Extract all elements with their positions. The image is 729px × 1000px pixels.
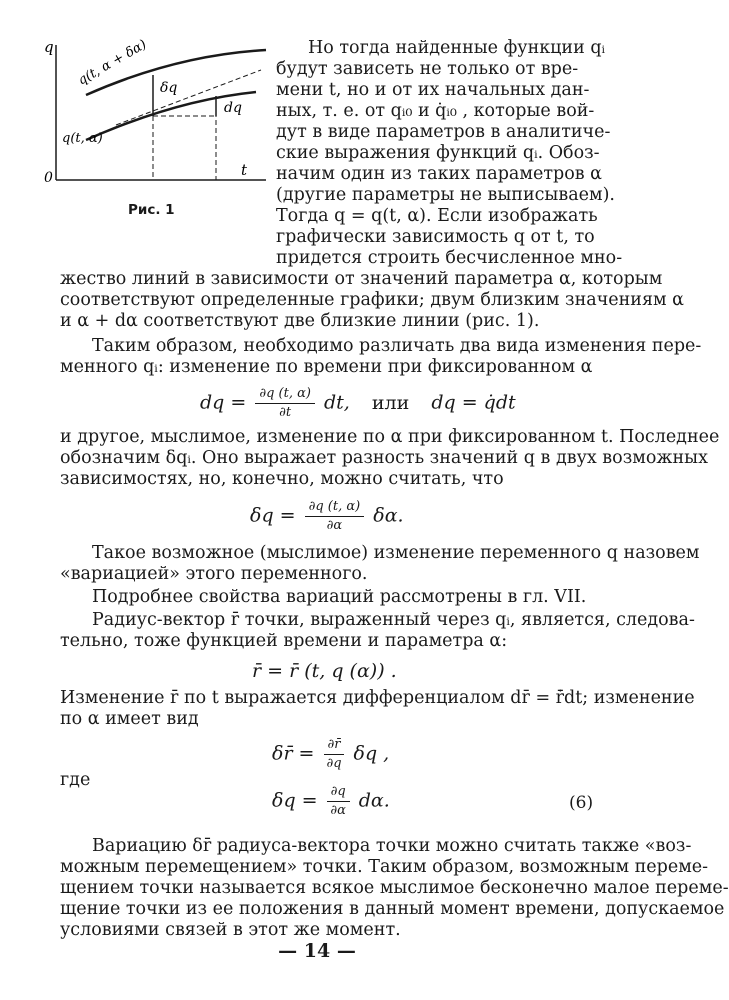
equation-2 bbox=[250, 498, 404, 535]
eq5-lhs: δq = bbox=[272, 789, 318, 812]
text-line: менного qᵢ: изменение по времени при фиксированном α bbox=[60, 357, 593, 377]
text-line: где bbox=[60, 770, 91, 790]
text-line: можным перемещением» точки. Таким образом, возможным переме- bbox=[60, 857, 709, 877]
equation-5 bbox=[272, 783, 390, 820]
text-line: Такое возможное (мыслимое) изменение переменного q назовем bbox=[92, 543, 700, 563]
text-line: щением точки называется всякое мыслимое бесконечно малое переме- bbox=[60, 878, 729, 898]
eq5-fraction bbox=[327, 783, 350, 820]
equation-1 bbox=[200, 385, 516, 422]
text-line: дут в виде параметров в аналитиче- bbox=[276, 122, 611, 142]
eq2-lhs: δq = bbox=[250, 504, 296, 527]
eq2-fraction bbox=[305, 498, 365, 535]
eq1-numerator: ∂q (t, α) bbox=[255, 385, 315, 404]
text-line: зависимостях, но, конечно, можно считать, что bbox=[60, 469, 504, 489]
eq1-fraction bbox=[255, 385, 315, 422]
text-line: Радиус-вектор r̄ точки, выраженный через qᵢ, является, следова- bbox=[92, 610, 695, 630]
eq5-numerator: ∂q bbox=[327, 783, 350, 802]
curve-top-label: q(t, α + δα) bbox=[75, 37, 150, 89]
text-line: ские выражения функций qᵢ. Обоз- bbox=[276, 143, 600, 163]
text-line: и α + dα соответствуют две близкие линии (рис. 1). bbox=[60, 311, 540, 331]
text-line: соответствуют определенные графики; двум близким значениям α bbox=[60, 290, 684, 310]
eq1-lhs: dq = bbox=[200, 391, 247, 414]
text-line: и другое, мыслимое, изменение по α при фиксированном t. Последнее bbox=[60, 427, 720, 447]
text-line: условиями связей в этот же момент. bbox=[60, 920, 401, 940]
text-line: по α имеет вид bbox=[60, 709, 199, 729]
eq1-or: или bbox=[371, 391, 410, 414]
axis-x-label: t bbox=[241, 161, 248, 179]
equation-4 bbox=[272, 736, 389, 773]
text-line: придется строить бесчисленное мно- bbox=[276, 248, 623, 268]
text-line: щение точки из ее положения в данный момент времени, допускаемое bbox=[60, 899, 725, 919]
eq2-rhs: δα. bbox=[373, 504, 404, 527]
text-line: Но тогда найденные функции qᵢ bbox=[308, 38, 606, 58]
equation-number: (6) bbox=[569, 793, 594, 813]
text-line: тельно, тоже функцией времени и параметра α: bbox=[60, 631, 508, 651]
eq4-fraction bbox=[324, 736, 345, 773]
text-line: Таким образом, необходимо различать два вида изменения пере- bbox=[92, 336, 702, 356]
eq4-lhs: δr̄ = bbox=[272, 742, 315, 765]
equation-3: r̄ = r̄ (t, q (α)) . bbox=[252, 660, 397, 682]
text-line: начим один из таких параметров α bbox=[276, 164, 602, 184]
eq4-rhs: δq , bbox=[353, 742, 390, 765]
curve-bottom-label: q(t, α) bbox=[62, 131, 103, 146]
text-line: мени t, но и от их начальных дан- bbox=[276, 80, 590, 100]
figure-1 bbox=[26, 30, 276, 230]
page-number: — 14 — bbox=[278, 940, 356, 962]
axis-y-label: q bbox=[44, 38, 54, 56]
origin-label: 0 bbox=[44, 170, 53, 186]
text-line: (другие параметры не выписываем). bbox=[276, 185, 615, 205]
text-line: Тогда q = q(t, α). Если изображать bbox=[276, 206, 598, 226]
eq5-denominator: ∂α bbox=[330, 803, 346, 818]
eq2-denominator: ∂α bbox=[326, 518, 343, 533]
eq1-rhs: dt, bbox=[323, 391, 350, 414]
text-line: графически зависимость q от t, то bbox=[276, 227, 595, 247]
text-line: ных, т. е. от qᵢ₀ и q̇ᵢ₀ , которые вой- bbox=[276, 101, 595, 121]
eq4-denominator: ∂q bbox=[326, 756, 342, 771]
text-line: обозначим δqᵢ. Оно выражает разность значений q в двух возможных bbox=[60, 448, 708, 468]
delta-q-label: δq bbox=[160, 80, 178, 96]
text-line: Вариацию δr̄ радиуса-вектора точки можно считать также «воз- bbox=[92, 836, 692, 856]
eq1-alt: dq = q̇dt bbox=[431, 391, 516, 414]
figure-caption: Рис. 1 bbox=[128, 202, 175, 218]
text-line: «вариацией» этого переменного. bbox=[60, 564, 368, 584]
text-line: Изменение r̄ по t выражается дифференциалом dr̄ = r̄̇dt; изменение bbox=[60, 688, 695, 708]
dq-label: dq bbox=[224, 100, 242, 116]
eq5-rhs: dα. bbox=[358, 789, 390, 812]
tangent-line bbox=[116, 70, 261, 125]
eq4-numerator: ∂r̄ bbox=[324, 736, 345, 755]
text-line: жество линий в зависимости от значений параметра α, которым bbox=[60, 269, 663, 289]
text-line: будут зависеть не только от вре- bbox=[276, 59, 579, 79]
text-line: Подробнее свойства вариаций рассмотрены в гл. VII. bbox=[92, 587, 587, 607]
eq1-denominator: ∂t bbox=[279, 405, 292, 420]
eq2-numerator: ∂q (t, α) bbox=[305, 498, 365, 517]
